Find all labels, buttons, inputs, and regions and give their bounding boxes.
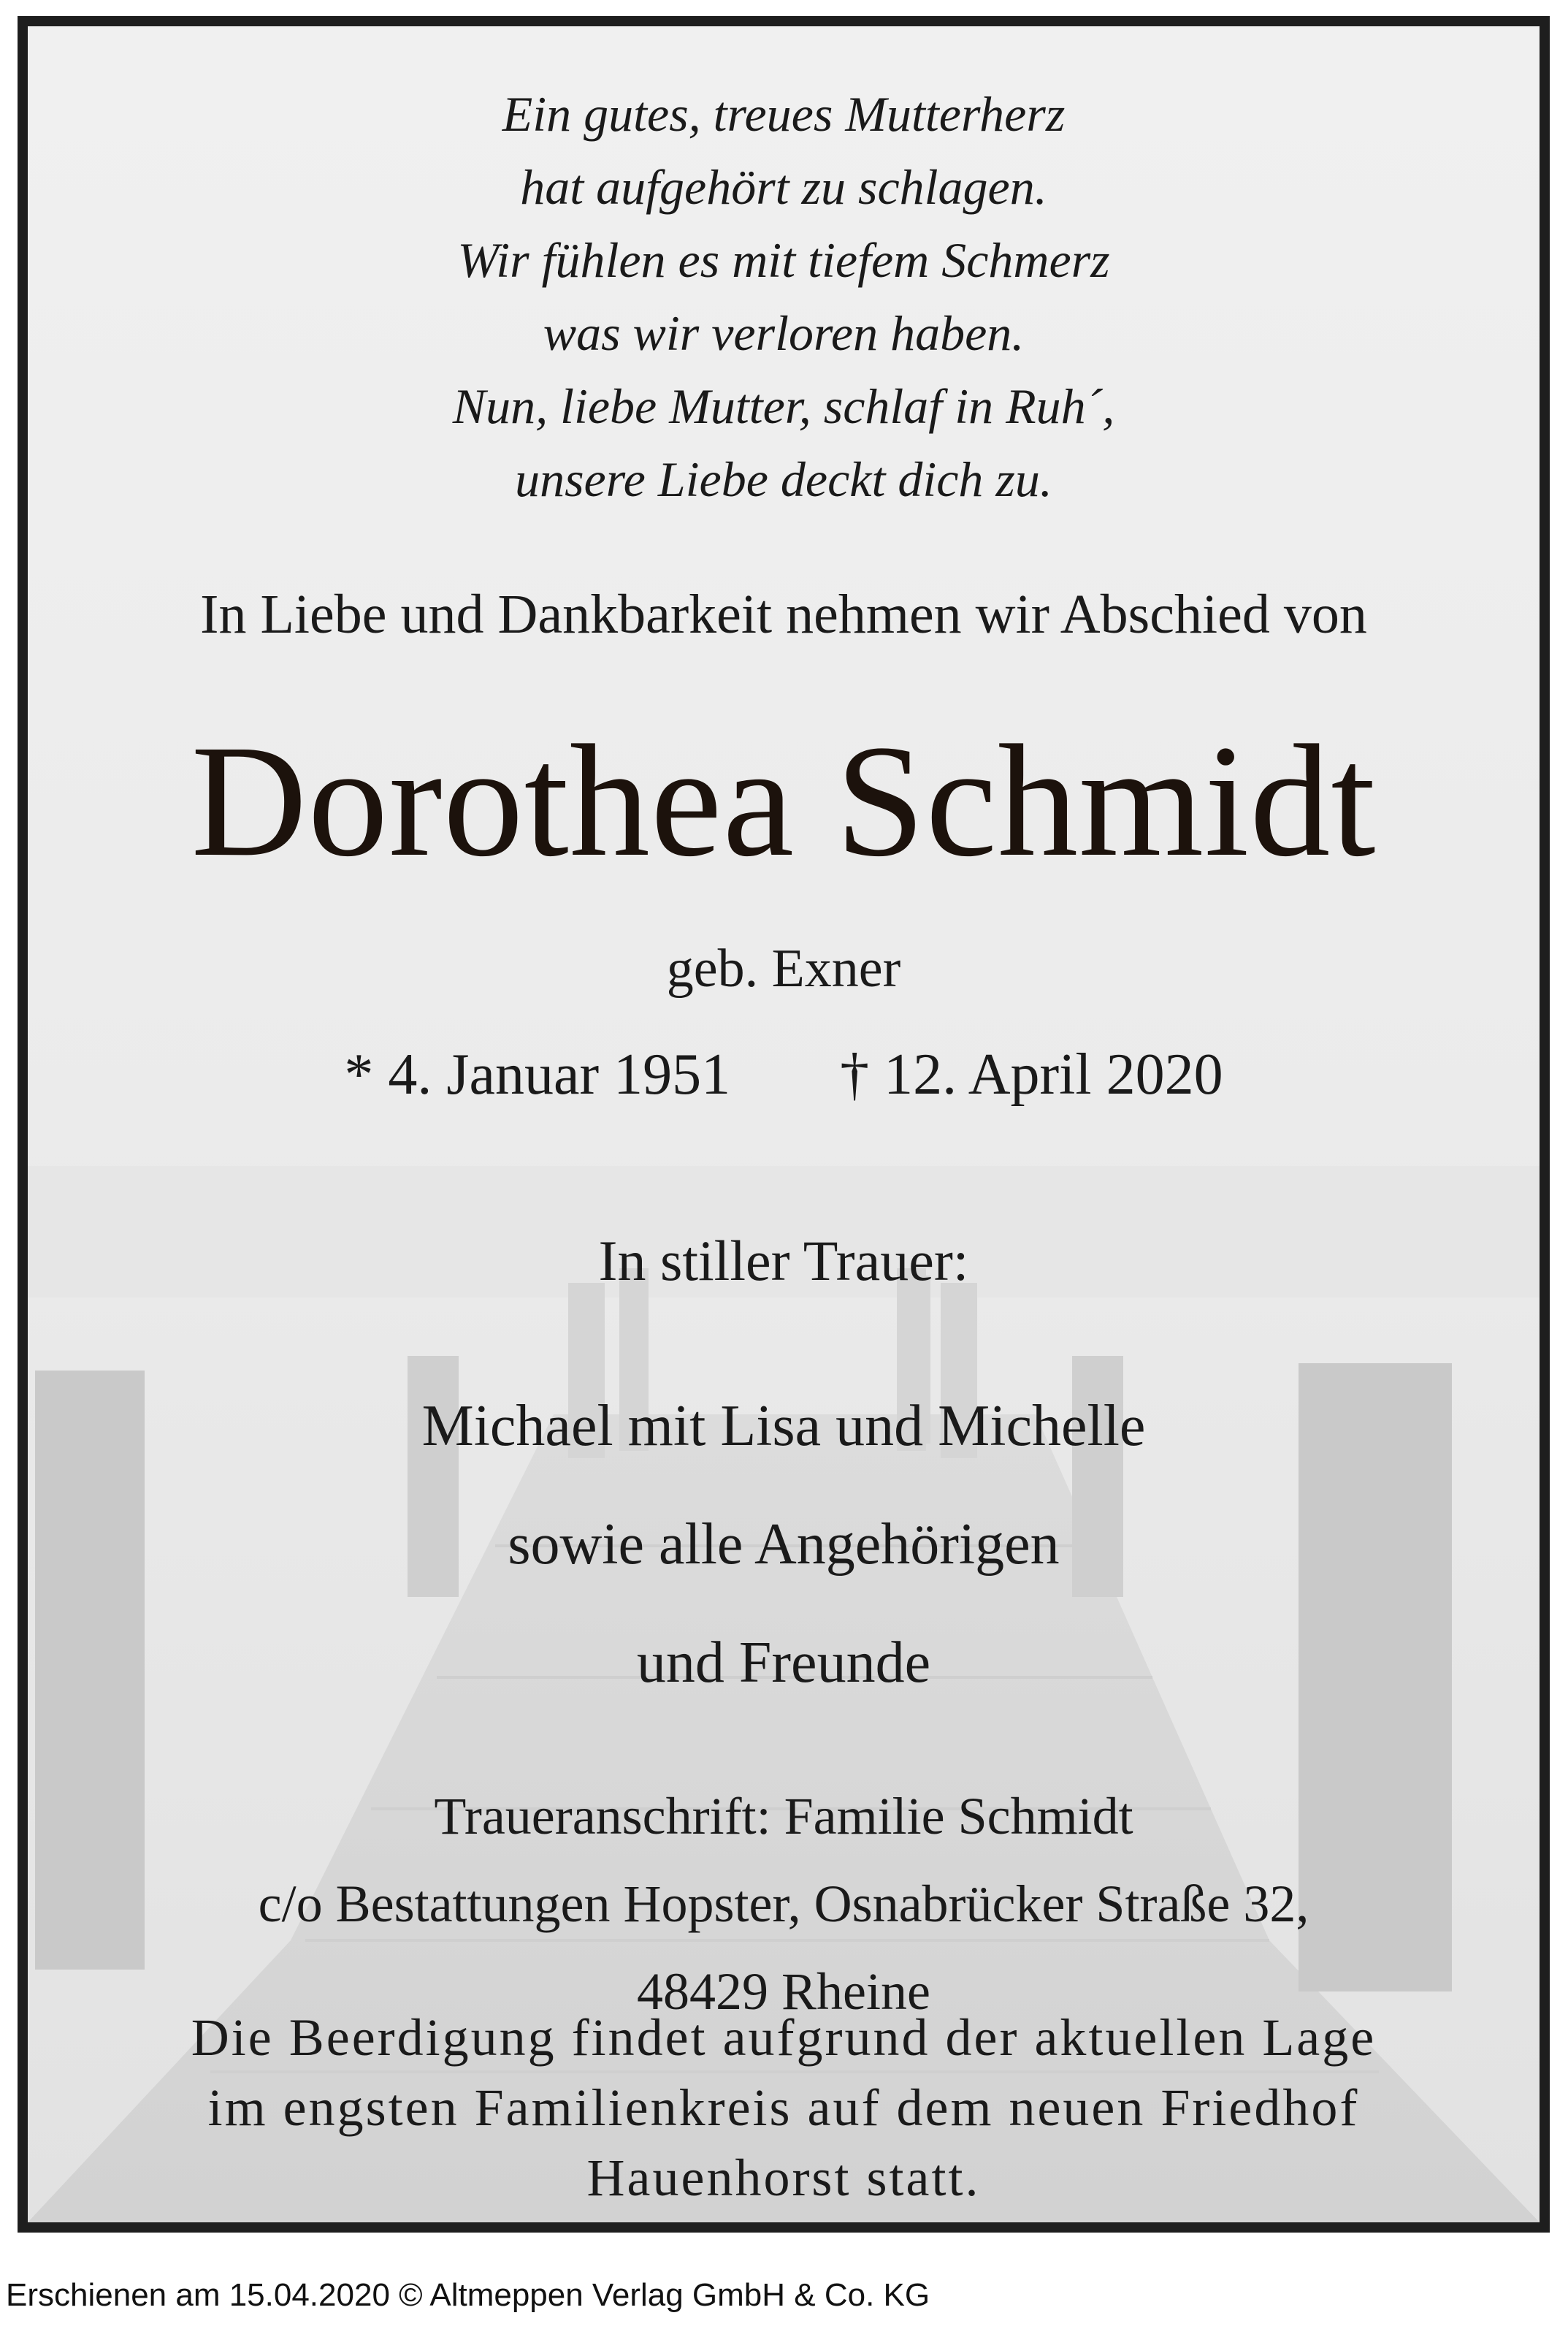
death-date: † 12. April 2020 (840, 1042, 1223, 1107)
funeral-line: im engsten Familienkreis auf dem neuen Friedhof (207, 2078, 1360, 2137)
life-dates (28, 1038, 1540, 1111)
address-line: Traueranschrift: Familie Schmidt (434, 1787, 1133, 1845)
funeral-line: Hauenhorst statt. (586, 2149, 981, 2207)
birth-date: * 4. Januar 1951 (344, 1042, 731, 1107)
poem-line: Nun, liebe Mutter, schlaf in Ruh´, (452, 378, 1115, 434)
funeral-line: Die Beerdigung findet aufgrund der aktuellen Lage (191, 2008, 1377, 2067)
mourning-heading: In stiller Trauer: (598, 1229, 969, 1292)
obituary-frame (18, 16, 1550, 2233)
mourning-address (28, 1772, 1540, 2035)
birth-name: geb. Exner (666, 939, 901, 999)
mourners-list (28, 1367, 1540, 1722)
poem (28, 77, 1540, 516)
poem-line: Ein gutes, treues Mutterherz (502, 86, 1066, 142)
mourner-line: und Freunde (636, 1631, 931, 1695)
poem-line: hat aufgehört zu schlagen. (520, 159, 1047, 215)
poem-line: was wir verloren haben. (543, 305, 1025, 361)
funeral-note (28, 2002, 1540, 2213)
poem-line: unsere Liebe deckt dich zu. (515, 451, 1052, 507)
publication-footer: Erschienen am 15.04.2020 © Altmeppen Verlag GmbH & Co. KG (6, 2277, 930, 2313)
poem-line: Wir fühlen es mit tiefem Schmerz (457, 232, 1110, 288)
address-line: 48429 Rheine (637, 1962, 930, 2021)
intro-text: In Liebe und Dankbarkeit nehmen wir Abschied von (200, 584, 1367, 645)
address-line: c/o Bestattungen Hopster, Osnabrücker Straße 32, (258, 1875, 1309, 1933)
deceased-name: Dorothea Schmidt (191, 712, 1377, 890)
mourner-line: sowie alle Angehörigen (508, 1512, 1060, 1577)
obituary-content (28, 26, 1540, 2222)
mourner-line: Michael mit Lisa und Michelle (421, 1394, 1146, 1458)
